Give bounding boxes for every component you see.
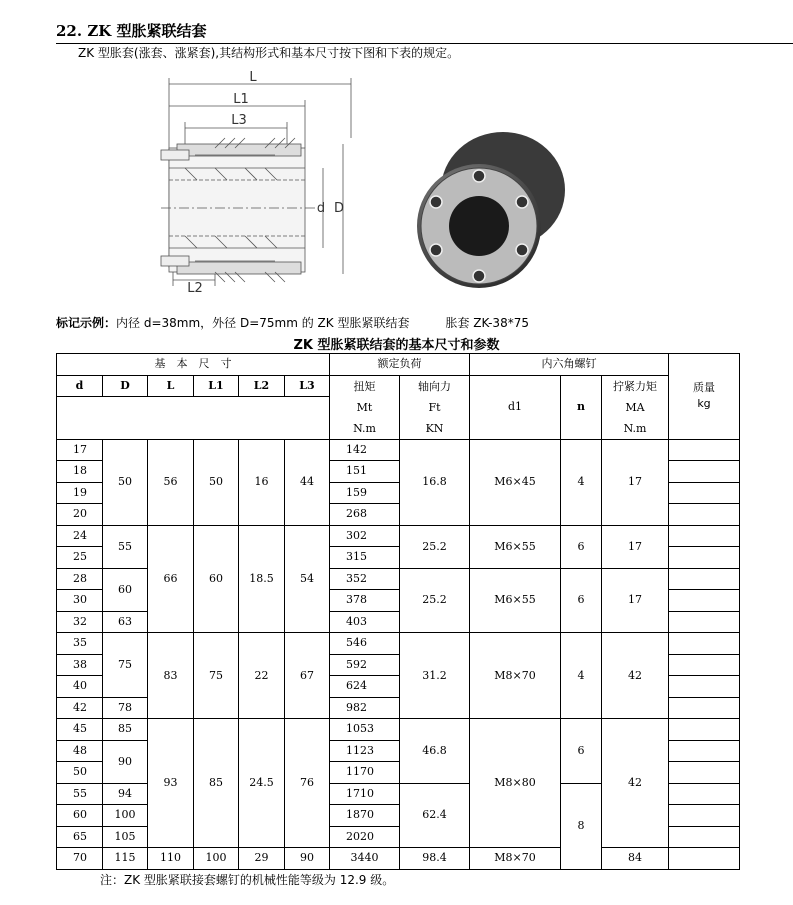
cell-d: 19: [57, 482, 103, 504]
cell-d: 55: [57, 783, 103, 805]
cell-mt: 624: [330, 676, 400, 698]
col-ma: [602, 375, 669, 439]
cell-mass: [669, 504, 740, 526]
spec-table: [56, 353, 740, 870]
cell-d1: M6×45: [470, 439, 561, 525]
cell-d: 70: [57, 848, 103, 870]
cell-mt: 159: [330, 482, 400, 504]
col-ft-symbol: Ft: [428, 400, 441, 414]
cell-L2: 29: [239, 848, 285, 870]
cell-ft: 16.8: [400, 439, 470, 525]
cell-mt: 982: [330, 697, 400, 719]
cell-ft: 31.2: [400, 633, 470, 719]
cell-L1: 100: [194, 848, 239, 870]
cell-d: 18: [57, 461, 103, 483]
product-photo: [405, 118, 575, 303]
cell-d: 60: [57, 805, 103, 827]
col-d: d: [57, 375, 103, 397]
cell-d: 24: [57, 525, 103, 547]
cell-mt: 315: [330, 547, 400, 569]
cell-mt: 378: [330, 590, 400, 612]
cell-L: 56: [148, 439, 194, 525]
cell-n: 6: [561, 525, 602, 568]
footnote: 注：ZK 型胀紧联接套螺钉的机械性能等级为 12.9 级。: [100, 873, 395, 887]
cell-mt: 302: [330, 525, 400, 547]
cell-ma: 17: [602, 568, 669, 633]
cell-L2: 22: [239, 633, 285, 719]
cell-D: 85: [103, 719, 148, 741]
label-L: L: [249, 70, 257, 85]
cell-ft: 25.2: [400, 525, 470, 568]
cell-mass: [669, 568, 740, 590]
cell-mass: [669, 719, 740, 741]
cell-mt: 352: [330, 568, 400, 590]
marking-example: [56, 314, 529, 331]
cell-D: 78: [103, 697, 148, 719]
cell-mt: 3440: [330, 848, 400, 870]
cell-n: 6: [561, 568, 602, 633]
cell-ft: 98.4: [400, 848, 470, 870]
cell-mass: [669, 461, 740, 483]
cell-D: 50: [103, 439, 148, 525]
cell-n: 4: [561, 633, 602, 719]
cell-n: 4: [561, 439, 602, 525]
cell-mt: 151: [330, 461, 400, 483]
col-mt-unit: N.m: [353, 421, 376, 435]
cell-d: 45: [57, 719, 103, 741]
col-mt: [330, 375, 400, 439]
col-ft-label: 轴向力: [418, 379, 451, 393]
cell-L3: 44: [285, 439, 330, 525]
label-L1: L1: [233, 92, 249, 107]
cell-mt: 403: [330, 611, 400, 633]
header-load: 额定负荷: [330, 354, 470, 376]
col-mt-label: 扭矩: [353, 379, 376, 393]
cell-d: 17: [57, 439, 103, 461]
cell-D: 55: [103, 525, 148, 568]
cell-mass: [669, 848, 740, 870]
section-title: 22. ZK 型胀紧联结套: [56, 20, 793, 44]
cell-L: 83: [148, 633, 194, 719]
col-D: D: [103, 375, 148, 397]
cell-d: 32: [57, 611, 103, 633]
table-title: ZK 型胀紧联结套的基本尺寸和参数: [293, 338, 500, 353]
cell-ma: 17: [602, 439, 669, 525]
header-dims: 基 本 尺 寸: [57, 354, 330, 376]
header-mass-label: 质量: [693, 381, 715, 395]
cell-d: 30: [57, 590, 103, 612]
cell-d: 35: [57, 633, 103, 655]
cell-mt: 1870: [330, 805, 400, 827]
col-d1: d1: [470, 375, 561, 439]
cell-mass: [669, 697, 740, 719]
col-ma-symbol: MA: [625, 400, 645, 414]
cell-mt: 268: [330, 504, 400, 526]
cell-mass: [669, 611, 740, 633]
label-d: d: [316, 201, 326, 216]
cell-L1: 50: [194, 439, 239, 525]
cell-L2: 24.5: [239, 719, 285, 848]
cell-D: 75: [103, 633, 148, 698]
cell-D: 63: [103, 611, 148, 633]
cell-ma: 42: [602, 719, 669, 848]
col-ma-unit: N.m: [623, 421, 647, 435]
cell-n: 6: [561, 719, 602, 784]
cell-L: 66: [148, 525, 194, 633]
cell-mass: [669, 439, 740, 461]
header-screw: 内六角螺钉: [470, 354, 669, 376]
cell-L1: 85: [194, 719, 239, 848]
cell-mass: [669, 826, 740, 848]
col-L3: L3: [285, 375, 330, 397]
cell-L1: 75: [194, 633, 239, 719]
cell-L3: 90: [285, 848, 330, 870]
cell-d: 25: [57, 547, 103, 569]
cell-D: 105: [103, 826, 148, 848]
cell-d1: M6×55: [470, 568, 561, 633]
cell-mt: 1170: [330, 762, 400, 784]
cell-mass: [669, 547, 740, 569]
cell-d: 38: [57, 654, 103, 676]
marking-text: 内径 d=38mm，外径 D=75mm 的 ZK 型胀紧联结套: [116, 316, 410, 330]
cell-L: 110: [148, 848, 194, 870]
cell-D: 94: [103, 783, 148, 805]
cell-mt: 1710: [330, 783, 400, 805]
cell-ft: 62.4: [400, 783, 470, 848]
section-drawing: [155, 68, 365, 298]
cell-mass: [669, 676, 740, 698]
col-L2: L2: [239, 375, 285, 397]
cell-mt: 142: [330, 439, 400, 461]
label-D: D: [333, 201, 345, 216]
cell-d: 40: [57, 676, 103, 698]
col-ft-unit: KN: [425, 421, 444, 435]
cell-D: 60: [103, 568, 148, 611]
cell-mass: [669, 590, 740, 612]
cell-ft: 46.8: [400, 719, 470, 784]
header-blank: [57, 397, 330, 440]
label-L3: L3: [231, 113, 247, 128]
cell-L2: 16: [239, 439, 285, 525]
cell-L1: 60: [194, 525, 239, 633]
header-mass-unit: kg: [697, 397, 711, 411]
cell-D: 90: [103, 740, 148, 783]
cell-ma: 84: [602, 848, 669, 870]
cell-mt: 1053: [330, 719, 400, 741]
cell-mass: [669, 805, 740, 827]
cell-mass: [669, 654, 740, 676]
cell-ma: 42: [602, 633, 669, 719]
cell-n: 8: [561, 783, 602, 869]
cell-mt: 2020: [330, 826, 400, 848]
cell-d: 48: [57, 740, 103, 762]
cell-d1: M8×70: [470, 633, 561, 719]
cell-mt: 592: [330, 654, 400, 676]
cell-L3: 54: [285, 525, 330, 633]
cell-ft: 25.2: [400, 568, 470, 633]
marking-label: 标记示例：: [56, 316, 117, 330]
cell-mass: [669, 740, 740, 762]
col-L1: L1: [194, 375, 239, 397]
marking-code: 胀套 ZK-38*75: [445, 316, 529, 330]
cell-mass: [669, 525, 740, 547]
cell-D: 115: [103, 848, 148, 870]
col-mt-symbol: Mt: [356, 400, 373, 414]
cell-L3: 76: [285, 719, 330, 848]
cell-d: 65: [57, 826, 103, 848]
cell-d: 42: [57, 697, 103, 719]
col-L: L: [148, 375, 194, 397]
header-mass: [669, 354, 740, 440]
cell-d1: M6×55: [470, 525, 561, 568]
cell-mass: [669, 482, 740, 504]
cell-d1: M8×80: [470, 719, 561, 848]
intro-text: ZK 型胀套(涨套、涨紧套),其结构形式和基本尺寸按下图和下表的规定。: [78, 46, 460, 60]
cell-d: 28: [57, 568, 103, 590]
cell-mass: [669, 633, 740, 655]
cell-mass: [669, 783, 740, 805]
cell-d: 20: [57, 504, 103, 526]
cell-mt: 546: [330, 633, 400, 655]
col-n: n: [561, 375, 602, 439]
col-ma-label: 拧紧力矩: [613, 379, 657, 393]
label-L2: L2: [187, 281, 203, 296]
cell-mass: [669, 762, 740, 784]
cell-mt: 1123: [330, 740, 400, 762]
cell-L3: 67: [285, 633, 330, 719]
cell-d: 50: [57, 762, 103, 784]
cell-L2: 18.5: [239, 525, 285, 633]
cell-d1: M8×70: [470, 848, 561, 870]
cell-ma: 17: [602, 525, 669, 568]
col-ft: [400, 375, 470, 439]
cell-L: 93: [148, 719, 194, 848]
cell-D: 100: [103, 805, 148, 827]
